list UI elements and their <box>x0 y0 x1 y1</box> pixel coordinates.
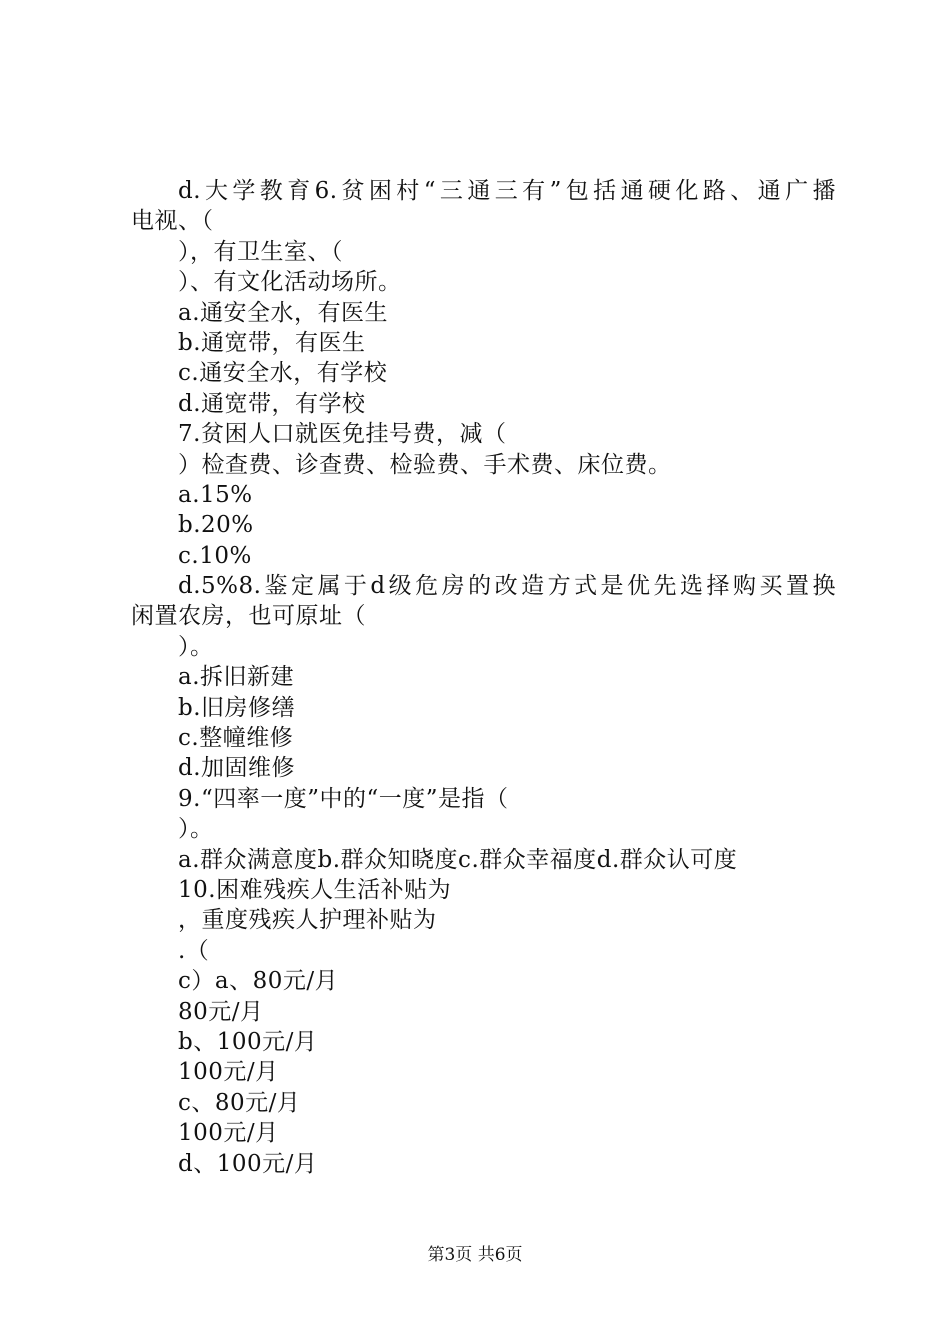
question-line: 10.困难残疾人生活补贴为 <box>178 876 452 903</box>
text-line: ，重度残疾人护理补贴为 <box>178 907 437 934</box>
option-line: 80元/月 <box>178 998 264 1025</box>
text-line: ）。 <box>178 633 214 660</box>
option-line: a.拆旧新建 <box>178 664 295 691</box>
text-line: 电视、（ <box>131 208 214 235</box>
option-line: b.旧房修缮 <box>178 694 296 721</box>
text-line: ），有卫生室、（ <box>178 238 343 265</box>
question-line: 7.贫困人口就医免挂号费，减（ <box>178 421 507 448</box>
option-line: d.加固维修 <box>178 755 296 782</box>
option-line: a.通安全水，有医生 <box>178 299 389 326</box>
option-line: c.10% <box>178 542 252 569</box>
question-line: 9.“四率一度”中的“一度”是指（ <box>178 785 509 812</box>
option-line: b.通宽带，有医生 <box>178 329 366 356</box>
document-body <box>131 176 836 1179</box>
option-line: b、100元/月 <box>178 1028 318 1055</box>
option-line: a.群众满意度b.群众知晓度c.群众幸福度d.群众认可度 <box>178 846 738 873</box>
text-line: .（ <box>178 937 210 964</box>
text-line: d.大学教育6.贫困村“三通三有”包括通硬化路、通广播 <box>178 178 836 204</box>
text-line: 闲置农房，也可原址（ <box>131 603 366 630</box>
option-line: c.通安全水，有学校 <box>178 360 388 387</box>
text-line: ）、有文化活动场所。 <box>178 269 402 296</box>
option-line: d、100元/月 <box>178 1150 318 1177</box>
option-line: a.15% <box>178 481 253 508</box>
text-line: ）检查费、诊查费、检验费、手术费、床位费。 <box>178 451 672 478</box>
option-line: 100元/月 <box>178 1120 279 1147</box>
option-line: d.通宽带，有学校 <box>178 390 366 417</box>
option-line: c、80元/月 <box>178 1089 301 1116</box>
option-line: c）a、80元/月 <box>178 968 339 995</box>
text-line: ）。 <box>178 816 214 843</box>
option-line: b.20% <box>178 512 254 539</box>
option-line: c.整幢维修 <box>178 725 294 752</box>
question-line: d.5%8.鉴定属于d级危房的改造方式是优先选择购买置换 <box>178 573 836 600</box>
page-footer: 第3页 共6页 <box>427 1245 523 1265</box>
option-line: 100元/月 <box>178 1059 279 1086</box>
